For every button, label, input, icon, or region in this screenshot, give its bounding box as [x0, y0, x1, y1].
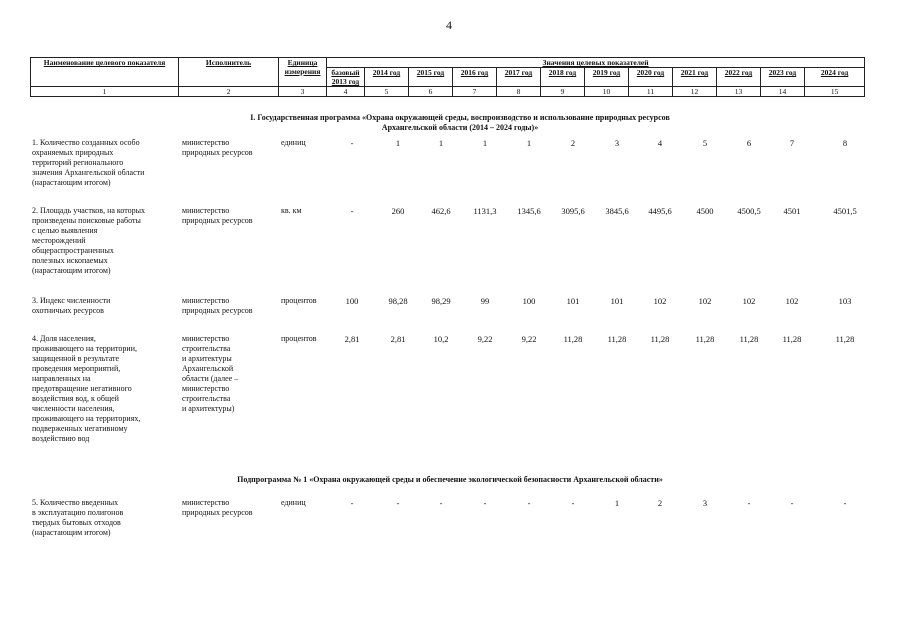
- indicator-value: 1: [614, 498, 620, 508]
- indicator-value: 103: [838, 296, 852, 306]
- indicator-value: 6: [746, 138, 752, 148]
- indicator-value: 9,22: [477, 334, 493, 344]
- indicator-value: 2,81: [390, 334, 406, 344]
- indicator-value: 11,28: [607, 334, 627, 344]
- header-year: базовый 2013 год: [327, 68, 365, 87]
- indicator-value: 11,28: [695, 334, 715, 344]
- indicator-value: 4500: [696, 206, 714, 216]
- header-year: 2018 год: [541, 68, 585, 87]
- indicator-value: 98,29: [431, 296, 451, 306]
- header-col-number: 8: [497, 87, 541, 97]
- header-col-number: 2: [179, 87, 279, 97]
- indicator-value: 4500,5: [737, 206, 761, 216]
- header-col-number: 10: [585, 87, 629, 97]
- header-year: 2020 год: [629, 68, 673, 87]
- header-col-number: 1: [31, 87, 179, 97]
- indicator-unit: процентов: [281, 296, 317, 305]
- indicator-value: -: [350, 206, 354, 216]
- header-col-number: 12: [673, 87, 717, 97]
- header-year: 2019 год: [585, 68, 629, 87]
- indicator-value: 101: [566, 296, 580, 306]
- indicator-value: 102: [742, 296, 756, 306]
- header-col-number: 7: [453, 87, 497, 97]
- indicator-executor: министерство природных ресурсов: [182, 498, 253, 517]
- indicator-value: 2: [657, 498, 663, 508]
- header-col-number: 6: [409, 87, 453, 97]
- header-year: 2015 год: [409, 68, 453, 87]
- header-col-number: 14: [761, 87, 805, 97]
- indicator-name: 4. Доля населения, проживающего на территории, защищенной в результате проведения мероприятий, направленных на предотвращение негативного воздействия вод, к общей численности населения, проживающего на территориях, подверженных негативному воздействию вод: [32, 334, 141, 443]
- indicator-value: 9,22: [521, 334, 537, 344]
- indicator-value: 4495,6: [648, 206, 672, 216]
- indicator-value: 260: [391, 206, 405, 216]
- header-executor: Исполнитель: [179, 58, 279, 87]
- indicator-executor: министерство природных ресурсов: [182, 206, 253, 225]
- indicator-value: 11,28: [650, 334, 670, 344]
- indicator-value: -: [396, 498, 400, 508]
- indicator-value: -: [790, 498, 794, 508]
- indicator-value: 462,6: [431, 206, 451, 216]
- indicator-value: 11,28: [739, 334, 759, 344]
- indicator-value: 7: [789, 138, 795, 148]
- indicator-value: 4501: [783, 206, 801, 216]
- header-year: 2014 год: [365, 68, 409, 87]
- indicator-value: 3: [614, 138, 620, 148]
- indicator-value: -: [350, 498, 354, 508]
- header-year: 2017 год: [497, 68, 541, 87]
- indicator-value: 1: [395, 138, 401, 148]
- header-col-number: 9: [541, 87, 585, 97]
- indicator-value: 1: [482, 138, 488, 148]
- indicator-value: -: [350, 138, 354, 148]
- indicator-unit: единиц: [281, 138, 306, 147]
- header-unit: Единица измерения: [279, 58, 327, 87]
- indicator-name: 5. Количество введенных в эксплуатацию полигонов твердых бытовых отходов (нарастающим итогом): [32, 498, 124, 537]
- header-year: 2022 год: [717, 68, 761, 87]
- indicator-unit: единиц: [281, 498, 306, 507]
- indicator-value: 1: [438, 138, 444, 148]
- indicator-value: 11,28: [563, 334, 583, 344]
- indicator-value: 3095,6: [561, 206, 585, 216]
- indicator-value: 4: [657, 138, 663, 148]
- section-title: I. Государственная программа «Охрана окружающей среды, воспроизводство и использование природных ресурсов Архангельской области (2014 – 2024 годы)»: [250, 113, 670, 132]
- indicator-value: 98,28: [388, 296, 408, 306]
- indicator-executor: министерство строительства и архитектуры Архангельской области (далее – министерство строительства и архитектуры): [182, 334, 239, 413]
- header-name: Наименование целевого показателя: [31, 58, 179, 87]
- header-year: 2021 год: [673, 68, 717, 87]
- header-year: 2023 год: [761, 68, 805, 87]
- header-col-number: 3: [279, 87, 327, 97]
- indicator-executor: министерство природных ресурсов: [182, 138, 253, 157]
- indicator-value: 1131,3: [473, 206, 497, 216]
- header-values: Значения целевых показателей: [327, 58, 865, 68]
- table-header: [30, 57, 865, 97]
- indicator-value: -: [747, 498, 751, 508]
- indicator-value: 11,28: [782, 334, 802, 344]
- indicator-value: 3845,6: [605, 206, 629, 216]
- indicator-value: 3: [702, 498, 708, 508]
- indicator-value: 102: [785, 296, 799, 306]
- indicator-value: 99: [480, 296, 490, 306]
- indicator-value: 100: [345, 296, 359, 306]
- indicator-value: 10,2: [433, 334, 449, 344]
- header-col-number: 4: [327, 87, 365, 97]
- indicator-unit: процентов: [281, 334, 317, 343]
- indicator-executor: министерство природных ресурсов: [182, 296, 253, 315]
- indicator-value: 1345,6: [517, 206, 541, 216]
- indicator-name: 2. Площадь участков, на которых произведены поисковые работы с целью выявления месторождений общераспространенных полезных ископаемых (нарастающим итогом): [32, 206, 146, 275]
- indicator-name: 1. Количество созданных особо охраняемых природных территорий регионального значения Архангельской области (нарастающим итогом): [32, 138, 145, 187]
- indicator-value: -: [571, 498, 575, 508]
- indicator-value: -: [439, 498, 443, 508]
- header-col-number: 13: [717, 87, 761, 97]
- header-year: 2016 год: [453, 68, 497, 87]
- page-number: 4: [446, 18, 452, 32]
- indicator-value: 5: [702, 138, 708, 148]
- indicator-value: -: [843, 498, 847, 508]
- indicator-value: -: [483, 498, 487, 508]
- indicator-value: -: [527, 498, 531, 508]
- indicator-value: 2,81: [344, 334, 360, 344]
- subprogram-title: Подпрограмма № 1 «Охрана окружающей среды и обеспечение экологической безопасности Архангельской области»: [237, 475, 663, 484]
- indicator-unit: кв. км: [281, 206, 302, 215]
- indicator-value: 100: [522, 296, 536, 306]
- indicator-value: 102: [698, 296, 712, 306]
- indicator-value: 102: [653, 296, 667, 306]
- indicator-value: 8: [842, 138, 848, 148]
- indicator-name: 3. Индекс численности охотничьих ресурсов: [32, 296, 111, 315]
- indicator-value: 101: [610, 296, 624, 306]
- indicator-value: 4501,5: [833, 206, 857, 216]
- header-col-number: 11: [629, 87, 673, 97]
- header-col-number: 5: [365, 87, 409, 97]
- header-col-number: 15: [805, 87, 865, 97]
- indicator-value: 1: [526, 138, 532, 148]
- indicator-value: 2: [570, 138, 576, 148]
- header-year: 2024 год: [805, 68, 865, 87]
- indicator-value: 11,28: [835, 334, 855, 344]
